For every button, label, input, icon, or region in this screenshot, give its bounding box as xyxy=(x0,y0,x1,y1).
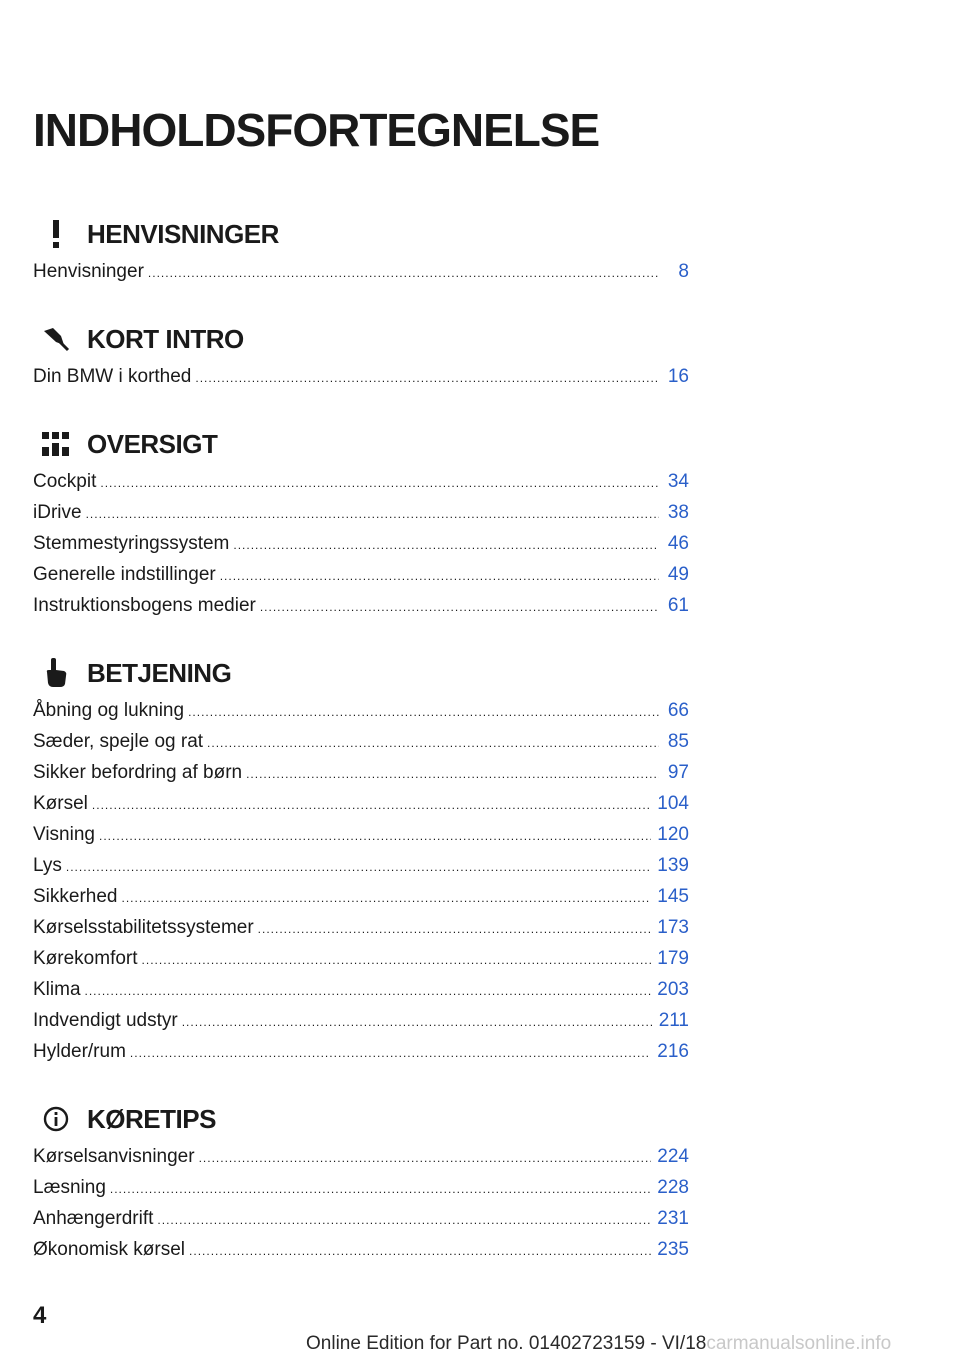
toc-entry-label: Stemmestyringssystem xyxy=(33,533,230,554)
toc-entry-label: Kørselsanvisninger xyxy=(33,1146,195,1167)
toc-page-link[interactable]: 34 xyxy=(667,471,689,492)
toc-entry-label: iDrive xyxy=(33,502,82,523)
toc-page-link[interactable]: 235 xyxy=(657,1239,689,1260)
toc-page-link[interactable]: 179 xyxy=(657,948,689,969)
toc-section xyxy=(33,317,689,392)
toc-section xyxy=(33,651,689,1067)
toc-page-link[interactable]: 8 xyxy=(678,261,689,282)
dot-leader xyxy=(142,945,652,976)
dot-leader xyxy=(86,499,659,530)
toc-entry[interactable] xyxy=(33,819,689,850)
toc-entry-label: Hylder/rum xyxy=(33,1041,126,1062)
dot-leader xyxy=(195,363,659,394)
pushpin-icon xyxy=(37,324,75,354)
toc-entry[interactable] xyxy=(33,1203,689,1234)
toc-entry-label: Indvendigt udstyr xyxy=(33,1010,178,1031)
section-title: OVERSIGT xyxy=(87,428,218,459)
toc-entry[interactable] xyxy=(33,943,689,974)
dot-leader xyxy=(66,852,651,883)
toc-section xyxy=(33,422,689,621)
toc-page-link[interactable]: 49 xyxy=(667,564,689,585)
section-heading xyxy=(33,422,689,466)
grid-icon xyxy=(37,429,75,459)
toc-page-link[interactable]: 61 xyxy=(667,595,689,616)
toc-entry-label: Din BMW i korthed xyxy=(33,366,192,387)
toc-entry[interactable] xyxy=(33,726,689,757)
toc-entry-label: Instruktionsbogens medier xyxy=(33,595,256,616)
dot-leader xyxy=(99,821,651,852)
toc-page-link[interactable]: 228 xyxy=(657,1177,689,1198)
toc-page-link[interactable]: 38 xyxy=(667,502,689,523)
toc-entry-label: Kørekomfort xyxy=(33,948,138,969)
toc-entry[interactable] xyxy=(33,974,689,1005)
dot-leader xyxy=(157,1205,651,1236)
edition-footer xyxy=(306,1333,891,1355)
toc-entry[interactable] xyxy=(33,757,689,788)
toc-entry[interactable] xyxy=(33,695,689,726)
toc-page-link[interactable]: 120 xyxy=(657,824,689,845)
toc-page-link[interactable]: 46 xyxy=(667,533,689,554)
watermark-text: carmanualsonline.info xyxy=(706,1333,892,1354)
section-title: BETJENING xyxy=(87,657,232,688)
toc-entry[interactable] xyxy=(33,912,689,943)
dot-leader xyxy=(188,697,659,728)
dot-leader xyxy=(182,1007,653,1038)
toc-entry-label: Lys xyxy=(33,855,62,876)
toc-entry[interactable] xyxy=(33,1005,689,1036)
hand-pointer-icon xyxy=(37,658,75,688)
table-of-contents xyxy=(33,212,689,1295)
dot-leader xyxy=(122,883,652,914)
toc-entry-label: Visning xyxy=(33,824,95,845)
info-circle-icon xyxy=(37,1104,75,1134)
section-heading xyxy=(33,212,689,256)
toc-entry[interactable] xyxy=(33,559,689,590)
dot-leader xyxy=(246,759,659,790)
toc-page-link[interactable]: 224 xyxy=(657,1146,689,1167)
dot-leader xyxy=(130,1038,651,1069)
toc-entry-label: Anhængerdrift xyxy=(33,1208,154,1229)
toc-entry[interactable] xyxy=(33,590,689,621)
section-heading xyxy=(33,317,689,361)
toc-entry-label: Sikkerhed xyxy=(33,886,118,907)
section-heading xyxy=(33,651,689,695)
toc-page-link[interactable]: 104 xyxy=(657,793,689,814)
dot-leader xyxy=(148,258,659,289)
dot-leader xyxy=(258,914,652,945)
toc-entry[interactable] xyxy=(33,788,689,819)
toc-entry-label: Sæder, spejle og rat xyxy=(33,731,204,752)
toc-entry-label: Cockpit xyxy=(33,471,97,492)
toc-entry-label: Åbning og lukning xyxy=(33,700,185,721)
toc-entry[interactable] xyxy=(33,1172,689,1203)
section-title: KORT INTRO xyxy=(87,323,244,354)
dot-leader xyxy=(189,1236,651,1267)
toc-page-link[interactable]: 66 xyxy=(667,700,689,721)
toc-entry[interactable] xyxy=(33,256,689,287)
toc-entry[interactable] xyxy=(33,1234,689,1265)
toc-entry-label: Klima xyxy=(33,979,81,1000)
toc-entry[interactable] xyxy=(33,361,689,392)
dot-leader xyxy=(233,530,659,561)
toc-page-link[interactable]: 16 xyxy=(667,366,689,387)
toc-entry-label: Henvisninger xyxy=(33,261,144,282)
dot-leader xyxy=(199,1143,652,1174)
toc-entry[interactable] xyxy=(33,850,689,881)
toc-section xyxy=(33,1097,689,1265)
toc-entry-label: Sikker befordring af børn xyxy=(33,762,243,783)
toc-page-link[interactable]: 145 xyxy=(657,886,689,907)
dot-leader xyxy=(220,561,659,592)
toc-page-link[interactable]: 203 xyxy=(657,979,689,1000)
dot-leader xyxy=(110,1174,651,1205)
toc-entry[interactable] xyxy=(33,881,689,912)
toc-entry[interactable] xyxy=(33,1036,689,1067)
toc-entry-label: Kørsel xyxy=(33,793,88,814)
toc-page-link[interactable]: 231 xyxy=(657,1208,689,1229)
toc-page-link[interactable]: 216 xyxy=(657,1041,689,1062)
toc-entry[interactable] xyxy=(33,1141,689,1172)
page-number: 4 xyxy=(33,1302,47,1329)
toc-entry[interactable] xyxy=(33,466,689,497)
toc-entry-label: Læsning xyxy=(33,1177,106,1198)
edition-text: Online Edition for Part no. 01402723159 - VI/18 xyxy=(306,1333,707,1354)
section-heading xyxy=(33,1097,689,1141)
exclamation-icon xyxy=(37,219,75,249)
toc-entry-label: Generelle indstillinger xyxy=(33,564,216,585)
dot-leader xyxy=(207,728,659,759)
toc-page-link[interactable]: 97 xyxy=(667,762,689,783)
section-title: KØRETIPS xyxy=(87,1103,216,1134)
toc-entry[interactable] xyxy=(33,528,689,559)
toc-entry-label: Økonomisk kørsel xyxy=(33,1239,186,1260)
section-title: HENVISNINGER xyxy=(87,218,279,249)
toc-page-link[interactable]: 139 xyxy=(657,855,689,876)
toc-section xyxy=(33,212,689,287)
toc-page-link[interactable]: 85 xyxy=(667,731,689,752)
toc-entry[interactable] xyxy=(33,497,689,528)
dot-leader xyxy=(85,976,652,1007)
dot-leader xyxy=(260,592,659,623)
toc-page-link[interactable]: 173 xyxy=(657,917,689,938)
toc-entry-label: Kørselsstabilitetssystemer xyxy=(33,917,254,938)
dot-leader xyxy=(92,790,651,821)
toc-page-link[interactable]: 211 xyxy=(658,1010,689,1031)
dot-leader xyxy=(100,468,659,499)
page-title: INDHOLDSFORTEGNELSE xyxy=(33,104,600,156)
